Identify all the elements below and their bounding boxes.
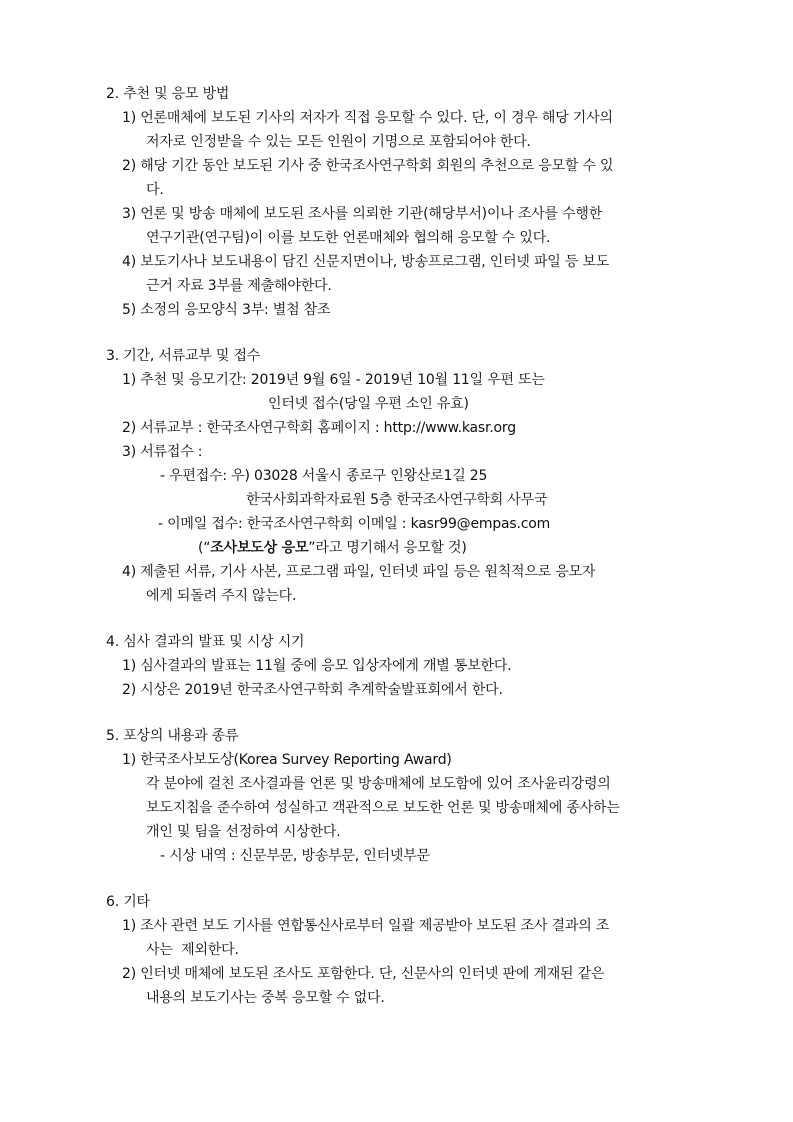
s3-email-note-bold: 조사보도상 응모 (210, 540, 309, 556)
s4-item-1: 1) 심사결과의 발표는 11월 중에 응모 입상자에게 개별 통보한다. (122, 658, 512, 674)
s2-item-4-line-2: 근거 자료 3부를 제출해야한다. (146, 278, 332, 294)
s3-item-4-line-1: 4) 제출된 서류, 기사 사본, 프로그램 파일, 인터넷 파일 등은 원칙적으로 응모자 (122, 564, 596, 580)
s3-email-note-open: (“ (198, 540, 211, 556)
s6-item-1-line-1: 1) 조사 관련 보도 기사를 연합통신사로부터 일괄 제공받아 보도된 조사 결과의 조 (122, 918, 610, 934)
s2-item-5: 5) 소정의 응모양식 3부: 별첨 참조 (122, 302, 331, 318)
s5-desc-line-3: 개인 및 팀을 선정하여 시상한다. (146, 824, 341, 840)
s6-item-2-line-2: 내용의 보도기사는 중복 응모할 수 없다. (146, 990, 385, 1006)
section-6-heading: 6. 기타 (106, 894, 150, 910)
s2-item-1-line-1: 1) 언론매체에 보도된 기사의 저자가 직접 응모할 수 있다. 단, 이 경우 해당 기사의 (122, 110, 613, 126)
s3-item-4-line-2: 에게 되돌려 주지 않는다. (146, 588, 297, 604)
s3-email-note-rest: ”라고 명기해서 응모할 것) (308, 540, 467, 556)
s3-item-1-line-1: 1) 추천 및 응모기간: 2019년 9월 6일 - 2019년 10월 11일 우편 또는 (122, 372, 545, 388)
section-2-heading: 2. 추천 및 응모 방법 (106, 86, 230, 102)
s3-postal-line-1: - 우편접수: 우) 03028 서울시 종로구 인왕산로1길 25 (160, 468, 488, 484)
s2-item-3-line-1: 3) 언론 및 방송 매체에 보도된 조사를 의뢰한 기관(해당부서)이나 조사를 수행한 (122, 206, 603, 222)
s3-item-3: 3) 서류접수 : (122, 444, 203, 460)
s2-item-3-line-2: 연구기관(연구팀)이 이를 보도한 언론매체와 협의해 응모할 수 있다. (146, 230, 551, 246)
s3-email-note (198, 538, 467, 558)
s5-item-1: 1) 한국조사보도상(Korea Survey Reporting Award) (122, 752, 452, 768)
s3-email-line: - 이메일 접수: 한국조사연구학회 이메일 : kasr99@empas.com (158, 516, 551, 532)
s6-item-1-line-2: 사는 제외한다. (146, 942, 239, 958)
s6-item-2-line-1: 2) 인터넷 매체에 보도된 조사도 포함한다. 단, 신문사의 인터넷 판에 게재된 같은 (122, 966, 605, 982)
s5-desc-line-2: 보도지침을 준수하여 성실하고 객관적으로 보도한 언론 및 방송매체에 종사하는 (146, 800, 620, 816)
s3-item-2: 2) 서류교부 : 한국조사연구학회 홈페이지 : http://www.kasr.org (122, 420, 516, 436)
s3-postal-line-2: 한국사회과학자료원 5층 한국조사연구학회 사무국 (246, 492, 548, 508)
s2-item-4-line-1: 4) 보도기사나 보도내용이 담긴 신문지면이나, 방송프로그램, 인터넷 파일 등 보도 (122, 254, 610, 270)
s2-item-2-line-1: 2) 해당 기간 동안 보도된 기사 중 한국조사연구학회 회원의 추천으로 응모할 수 있 (122, 158, 614, 174)
section-5-heading: 5. 포상의 내용과 종류 (106, 728, 239, 744)
s5-desc-line-1: 각 분야에 걸친 조사결과를 언론 및 방송매체에 보도함에 있어 조사윤리강령의 (146, 776, 611, 792)
s3-item-1-line-2: 인터넷 접수(당일 우편 소인 유효) (268, 396, 469, 412)
section-3-heading: 3. 기간, 서류교부 및 접수 (106, 348, 261, 364)
s4-item-2: 2) 시상은 2019년 한국조사연구학회 추계학술발표회에서 한다. (122, 682, 503, 698)
s2-item-2-line-2: 다. (146, 182, 164, 198)
section-4-heading: 4. 심사 결과의 발표 및 시상 시기 (106, 634, 305, 650)
s5-award-categories: - 시상 내역 : 신문부문, 방송부문, 인터넷부문 (160, 848, 430, 864)
s2-item-1-line-2: 저자로 인정받을 수 있는 모든 인원이 기명으로 포함되어야 한다. (146, 134, 531, 150)
